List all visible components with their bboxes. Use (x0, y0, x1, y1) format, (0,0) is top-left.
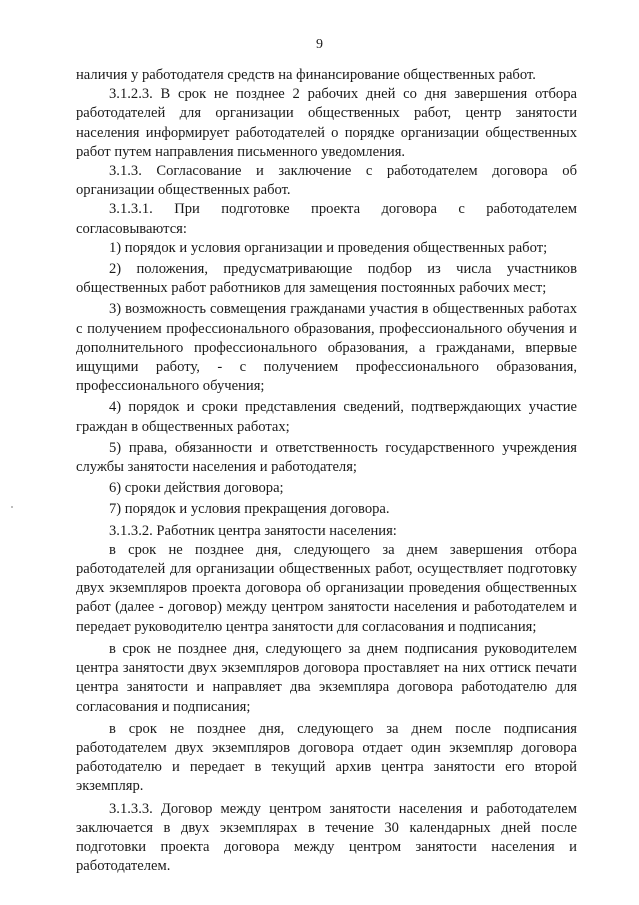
page-number: 9 (316, 37, 323, 52)
list-item-4: 4) порядок и сроки представления сведений, подтверждающих участие граждан в общественных работах; (76, 399, 577, 435)
scan-speck (11, 506, 13, 508)
list-item-duty-2: в срок не позднее дня, следующего за днем подписания руководителем центра занятости двух экземпляров договора проставляет на них оттиск печати центра занятости и направляет два экземпляра договора работодателю для согласования и подписания; (76, 640, 577, 715)
list-item-1: 1) порядок и условия организации и проведения общественных работ; (109, 239, 548, 256)
list-item-6: 6) сроки действия договора; (109, 480, 284, 497)
paragraph-3-1-3: 3.1.3. Согласование и заключение с работодателем договора об организации общественных работ. (76, 163, 577, 199)
paragraph-3-1-2-3: 3.1.2.3. В срок не позднее 2 рабочих дней со дня завершения отбора работодателей для организации общественных работ, центр занятости населения информирует работодателей о порядке организации общественных работ путем направления письменного уведомления. (76, 86, 577, 160)
paragraph-3-1-3-2: 3.1.3.2. Работник центра занятости населения: (109, 522, 397, 539)
list-item-5: 5) права, обязанности и ответственность государственного учреждения службы занятости населения и работодателя; (76, 439, 577, 476)
list-item-2: 2) положения, предусматривающие подбор из числа участников общественных работ работников для замещения постоянных рабочих мест; (76, 261, 577, 297)
list-item-duty-1: в срок не позднее дня, следующего за днем завершения отбора работодателей для организации общественных работ, осуществляет подготовку двух экземпляров проекта договора об организации проведения общественных работ (далее - договор) между центром занятости населения и работодателем и передает руководителю центра занятости для согласования и подписания; (76, 541, 577, 635)
paragraph-continuation: наличия у работодателя средств на финансирование общественных работ. (76, 67, 536, 83)
list-item-duty-3: в срок не позднее дня, следующего за днем после подписания работодателем двух экземпляров договора отдает один экземпляр договора работодателю и передает в текущий архив центра занятости его второй экземпляр. (76, 720, 577, 795)
list-item-7: 7) порядок и условия прекращения договора. (109, 501, 390, 518)
paragraph-3-1-3-1: 3.1.3.1. При подготовке проекта договора с работодателем согласовываются: (76, 201, 577, 237)
list-item-3: 3) возможность совмещения гражданами участия в общественных работах с получением профессионального образования, профессионального обучения и дополнительного профессионального образования, а гражданами, впервые ищущими работу, - с получением профессионального образования, профессионального обучения; (76, 301, 577, 395)
paragraph-3-1-3-3: 3.1.3.3. Договор между центром занятости населения и работодателем заключается в двух экземплярах в течение 30 календарных дней после подготовки проекта договора между центром занятости населения и работодателем. (76, 800, 577, 875)
document-body (76, 66, 577, 876)
